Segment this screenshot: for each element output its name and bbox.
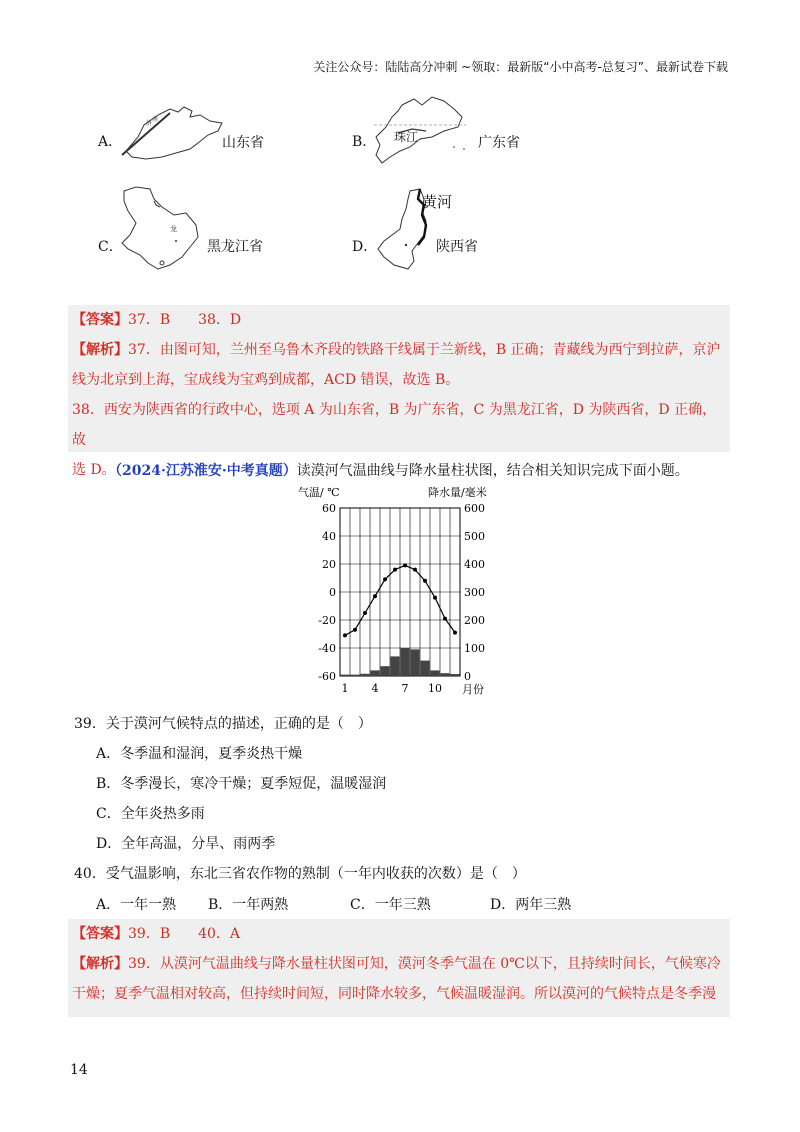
q40-option-d[interactable]: D．两年三熟 — [490, 897, 572, 913]
intro-text: 读漠河气温曲线与降水量柱状图，结合相关知识完成下面小题。 — [296, 463, 689, 479]
precip-bar — [451, 674, 460, 676]
left-tick-label: -40 — [318, 642, 336, 655]
analysis-text-line: 线为北京到上海，宝成线为宝鸡到成都，ACD 错误，故选 B。 — [72, 372, 460, 388]
precip-bar — [351, 675, 360, 676]
x-tick-label: 7 — [401, 682, 409, 695]
option-b-label: 广东省 — [478, 135, 520, 151]
precip-bar — [341, 675, 350, 676]
temperature-point — [353, 628, 357, 632]
right-tick-label: 100 — [464, 642, 485, 655]
left-tick-label: -60 — [318, 670, 336, 683]
precip-bar — [441, 673, 450, 676]
right-tick-label: 300 — [464, 586, 485, 599]
left-tick-label: 0 — [329, 586, 336, 599]
guangdong-map — [372, 95, 468, 167]
temperature-point — [403, 563, 407, 567]
option-c-label: 黑龙江省 — [207, 239, 263, 255]
temperature-point — [423, 579, 427, 583]
q40-option-a[interactable]: A．一年一熟 — [96, 897, 177, 913]
temperature-point — [453, 631, 457, 635]
temperature-point — [443, 617, 447, 621]
right-axis-label: 降水量/毫米 — [428, 486, 487, 499]
answer-block-2 — [68, 919, 730, 1017]
shaanxi-map — [372, 185, 453, 277]
option-c-letter: C． — [98, 239, 123, 255]
left-tick-label: -20 — [318, 614, 336, 627]
q39-option-b[interactable]: B．冬季漫长，寒冷干燥；夏季短促，温暖湿润 — [96, 776, 387, 792]
precip-bar — [391, 656, 400, 676]
x-tick-label: 1 — [341, 682, 349, 695]
x-tick-label: 4 — [371, 682, 379, 695]
temperature-point — [413, 568, 417, 572]
page-header: 关注公众号：陆陆高分冲刺 ~领取：最新版“小中高考-总复习”、最新试卷下载 — [313, 60, 728, 74]
right-tick-label: 200 — [464, 614, 485, 627]
option-d-label: 陕西省 — [436, 239, 478, 255]
left-axis-label: 气温/ ℃ — [298, 486, 340, 499]
precip-bar — [411, 649, 420, 676]
temperature-point — [363, 611, 367, 615]
temperature-point — [373, 594, 377, 598]
climate-chart — [290, 482, 520, 702]
temperature-point — [383, 577, 387, 581]
q40-option-c[interactable]: C．一年三熟 — [350, 897, 431, 913]
answer-text: 37．B 38．D — [128, 312, 242, 328]
right-tick-label: 400 — [464, 558, 485, 571]
q39-option-a[interactable]: A．冬季温和湿润，夏季炎热干燥 — [96, 746, 303, 762]
x-tick-label: 10 — [428, 682, 442, 695]
option-d-letter: D． — [352, 239, 378, 255]
analysis-tag: 【解析】 — [72, 342, 128, 358]
page-number: 14 — [70, 1062, 88, 1078]
analysis-tag: 【解析】 — [72, 956, 128, 972]
precip-bar — [381, 666, 390, 676]
svg-text:济: 济 — [146, 120, 153, 127]
option-a-label: 山东省 — [222, 135, 264, 151]
q40-option-b[interactable]: B．一年两熟 — [208, 897, 289, 913]
precip-bar — [361, 674, 370, 676]
precip-bar — [431, 670, 440, 676]
temperature-point — [393, 568, 397, 572]
right-tick-label: 500 — [464, 530, 485, 543]
analysis-text-line: 38．西安为陕西省的行政中心，选项 A 为山东省，B 为广东省，C 为黑龙江省，D 为陕西省，D 正确，故 — [72, 402, 717, 448]
question-intro — [108, 461, 689, 481]
analysis-text-line: 选 D。 — [72, 462, 116, 478]
q39-option-c[interactable]: C．全年炎热多雨 — [96, 806, 205, 822]
svg-text:南: 南 — [152, 116, 159, 123]
q39-stem: 39．关于漠河气候特点的描述，正确的是（ ） — [74, 716, 372, 732]
left-tick-label: 40 — [322, 530, 336, 543]
svg-text:龙: 龙 — [170, 225, 177, 233]
answer-tag: 【答案】 — [72, 312, 128, 328]
answer-tag: 【答案】 — [72, 926, 128, 942]
precip-bar — [371, 670, 380, 676]
source-tag: （2024·江苏淮安·中考真题） — [108, 463, 297, 479]
x-unit-label: 月份 — [462, 683, 484, 696]
heilongjiang-map — [118, 185, 204, 277]
q39-option-d[interactable]: D．全年高温，分旱、雨两季 — [96, 836, 276, 852]
analysis-text-line: 37．由图可知，兰州至乌鲁木齐段的铁路干线属于兰新线，B 正确；青藏线为西宁到拉萨，京沪 — [128, 342, 721, 358]
right-tick-label: 600 — [464, 502, 485, 515]
option-b-river-label: 珠江 — [394, 130, 419, 144]
option-b-letter: B． — [352, 134, 377, 150]
left-tick-label: 20 — [322, 558, 336, 571]
option-d-river-label: 黄河 — [422, 193, 453, 211]
precip-bar — [421, 661, 430, 676]
q40-stem: 40．受气温影响，东北三省农作物的熟制（一年内收获的次数）是（ ） — [74, 866, 526, 882]
analysis-text-line: 干燥；夏季气温相对较高，但持续时间短，同时降水较多，气候温暖湿润。所以漠河的气候特点是冬季漫 — [72, 986, 716, 1002]
precip-bar — [401, 648, 410, 676]
option-a-letter: A． — [98, 134, 123, 150]
answer-text: 39．B 40．A — [128, 926, 241, 942]
left-tick-label: 60 — [322, 502, 336, 515]
temperature-point — [433, 596, 437, 600]
analysis-text-line: 39．从漠河气温曲线与降水量柱状图可知，漠河冬季气温在 0℃以下，且持续时间长，气候寒冷 — [128, 956, 721, 972]
shandong-map — [118, 103, 228, 163]
temperature-point — [343, 633, 347, 637]
right-tick-label: 0 — [464, 670, 471, 683]
